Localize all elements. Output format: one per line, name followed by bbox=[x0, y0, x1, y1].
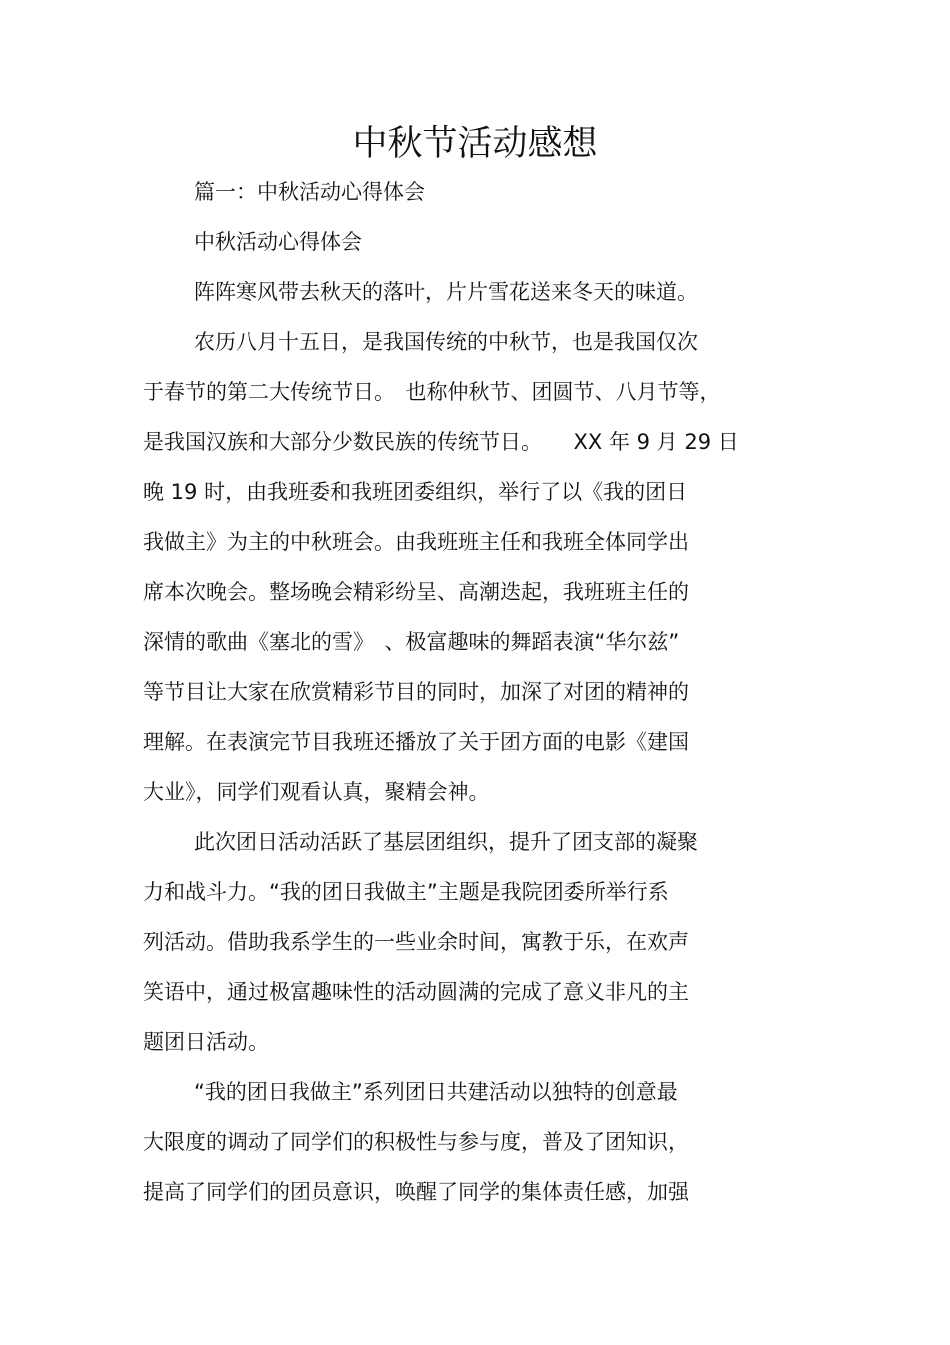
paragraph-line: 提高了同学们的团员意识，唤醒了同学的集体责任感，加强 bbox=[143, 1180, 689, 1204]
paragraph-line: 深情的歌曲《塞北的雪》 、极富趣味的舞蹈表演“华尔兹” bbox=[143, 630, 680, 654]
paragraph-line: 阵阵寒风带去秋天的落叶，片片雪花送来冬天的味道。 bbox=[194, 280, 698, 304]
paragraph-line: 列活动。借助我系学生的一些业余时间，寓教于乐，在欢声 bbox=[143, 930, 689, 954]
page-title: 中秋节活动感想 bbox=[352, 124, 598, 164]
paragraph-line: 晚 19 时，由我班委和我班团委组织，举行了以《我的团日 bbox=[143, 480, 688, 504]
paragraph-line: 于春节的第二大传统节日。 也称仲秋节、团圆节、八月节等， bbox=[143, 380, 721, 404]
paragraph-line: 席本次晚会。整场晚会精彩纷呈、高潮迭起，我班班主任的 bbox=[143, 580, 689, 604]
paragraph-line: 大限度的调动了同学们的积极性与参与度，普及了团知识， bbox=[143, 1130, 689, 1154]
section-heading: 篇一：中秋活动心得体会 bbox=[194, 180, 425, 204]
paragraph-line: 是我国汉族和大部分少数民族的传统节日。 XX 年 9 月 29 日 bbox=[143, 430, 739, 454]
paragraph-line: 我做主》为主的中秋班会。由我班班主任和我班全体同学出 bbox=[143, 530, 689, 554]
subheading: 中秋活动心得体会 bbox=[194, 230, 362, 254]
paragraph-line: 题团日活动。 bbox=[143, 1030, 269, 1054]
paragraph-line: 大业》，同学们观看认真，聚精会神。 bbox=[143, 780, 490, 804]
paragraph-line: 笑语中，通过极富趣味性的活动圆满的完成了意义非凡的主 bbox=[143, 980, 689, 1004]
paragraph-line: 农历八月十五日，是我国传统的中秋节，也是我国仅次 bbox=[194, 330, 698, 354]
paragraph-line: 力和战斗力。“我的团日我做主”主题是我院团委所举行系 bbox=[143, 880, 669, 904]
paragraph-line: “我的团日我做主”系列团日共建活动以独特的创意最 bbox=[194, 1080, 678, 1104]
paragraph-line: 此次团日活动活跃了基层团组织，提升了团支部的凝聚 bbox=[194, 830, 698, 854]
paragraph-line: 等节目让大家在欣赏精彩节目的同时，加深了对团的精神的 bbox=[143, 680, 689, 704]
paragraph-line: 理解。在表演完节目我班还播放了关于团方面的电影《建国 bbox=[143, 730, 689, 754]
